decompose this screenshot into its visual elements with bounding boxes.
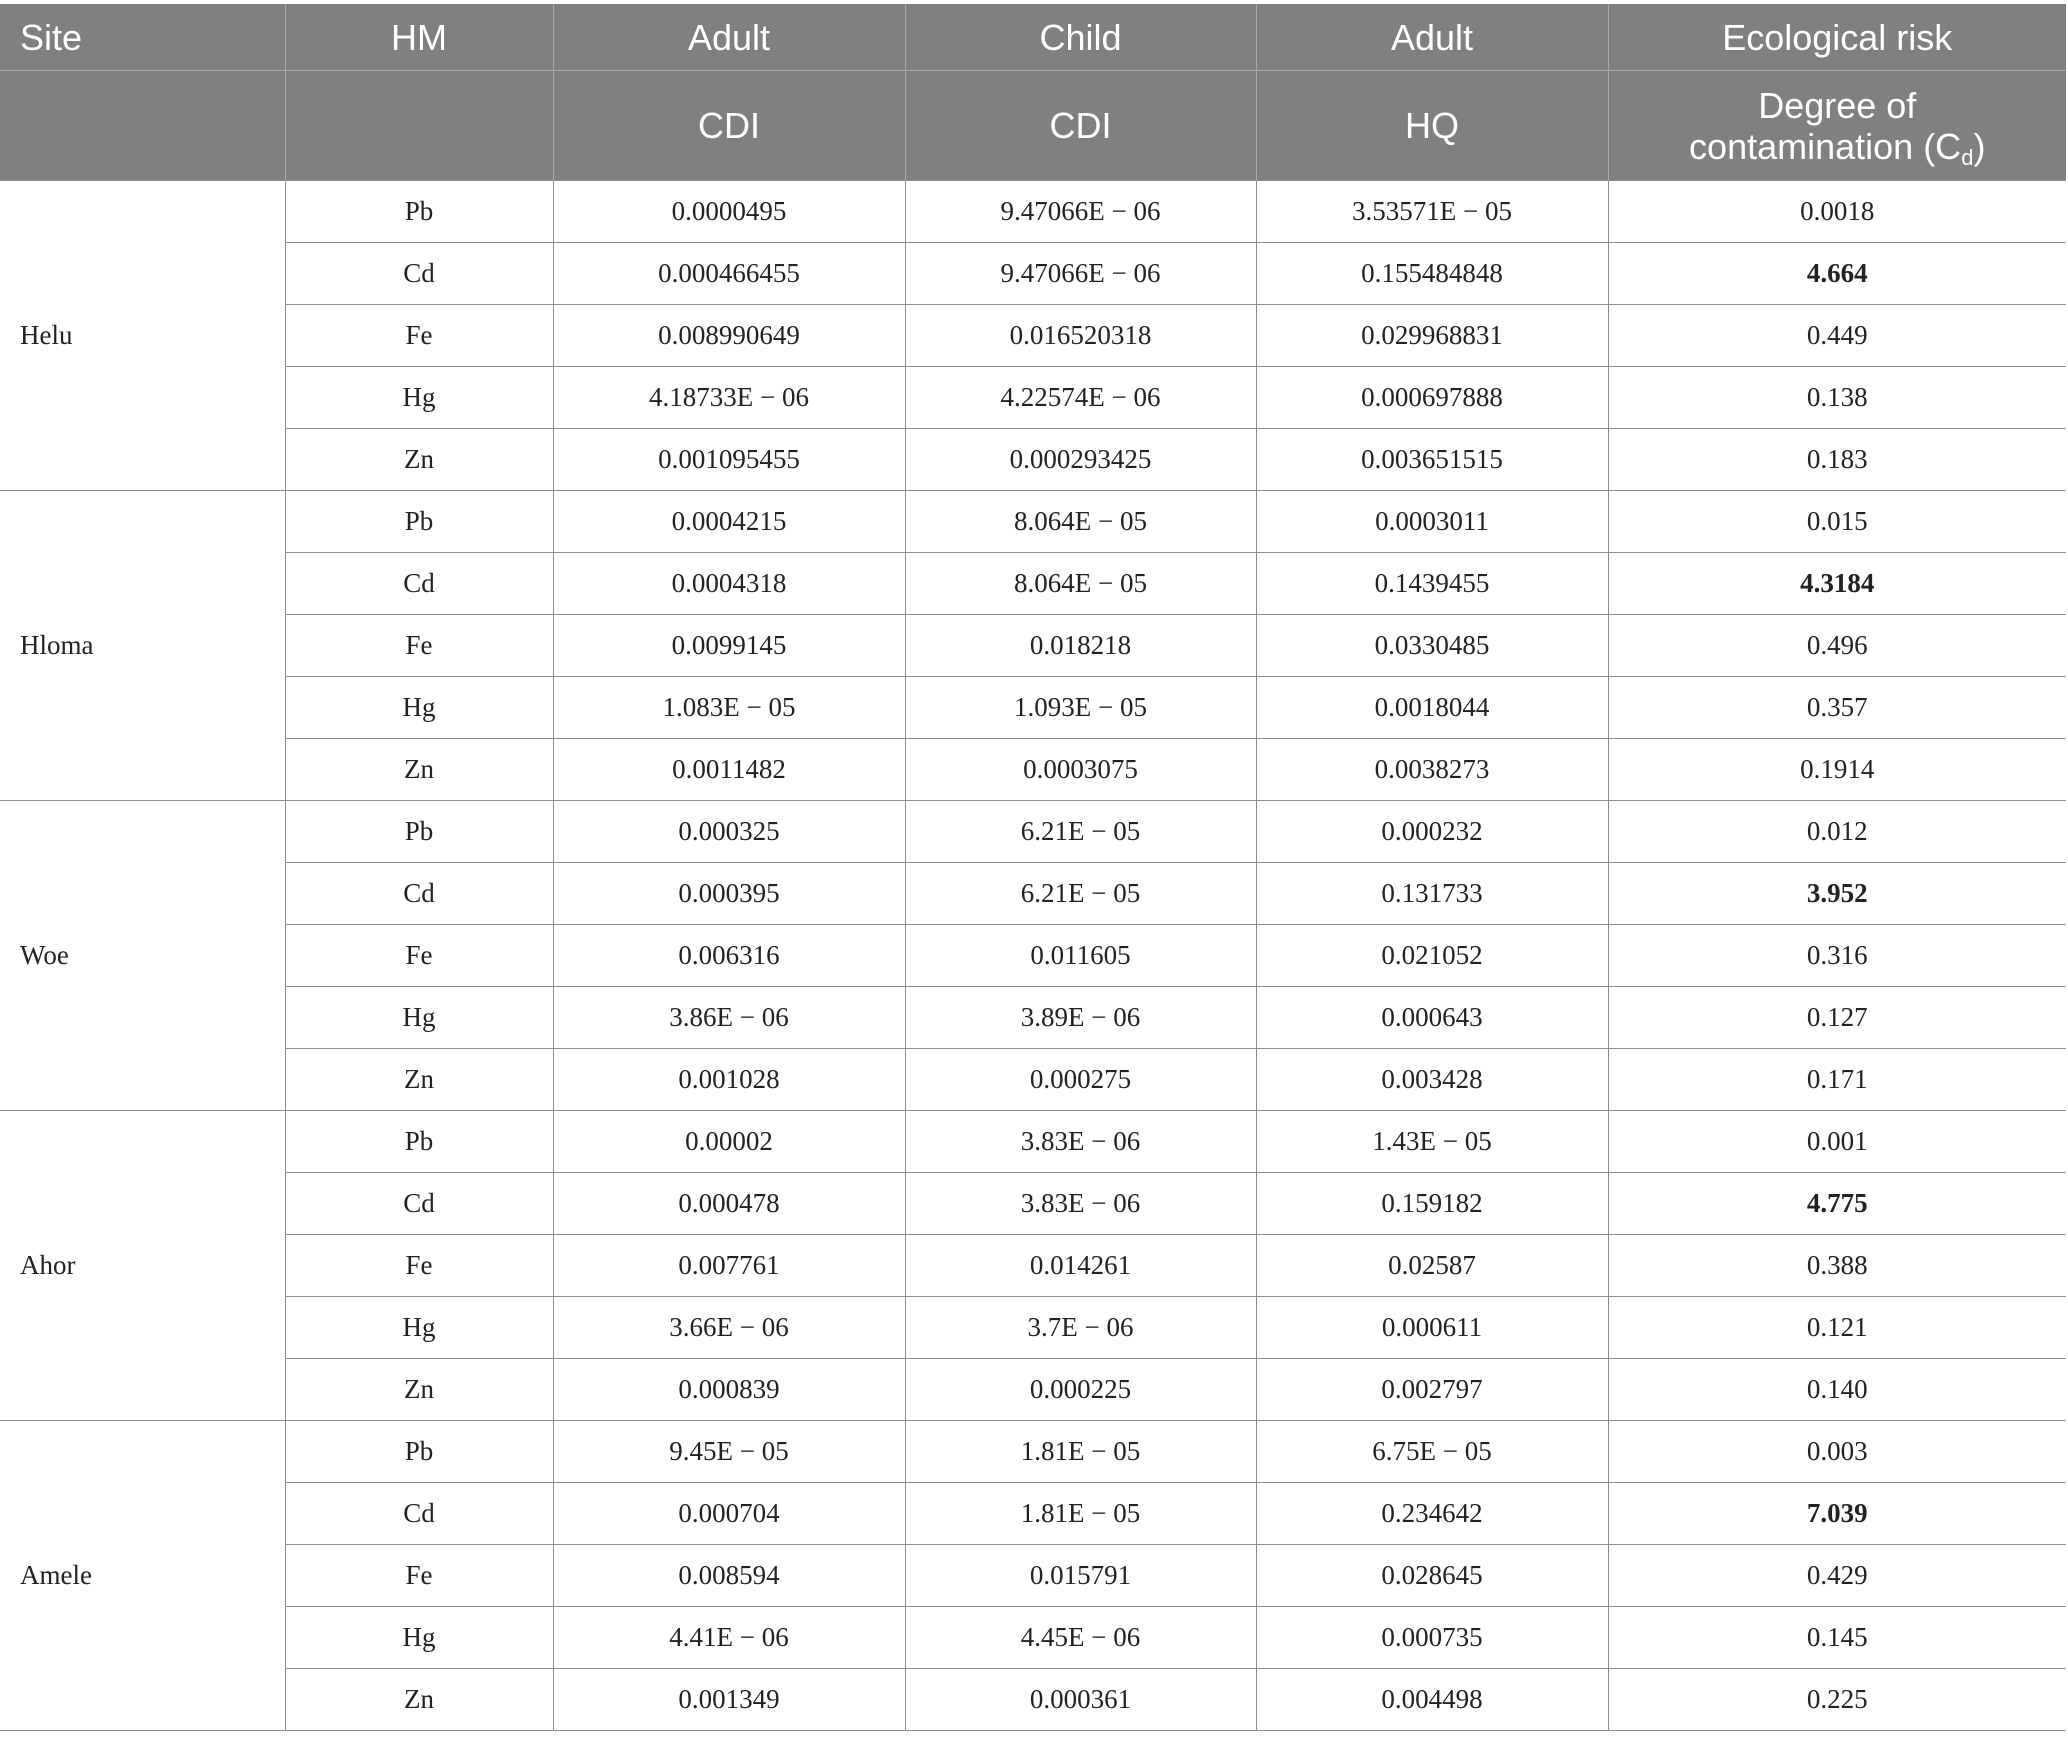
adult-hq-cell: 0.0038273 [1256,739,1608,801]
table-row [0,1235,2066,1297]
adult-hq-cell: 0.004498 [1256,1669,1608,1731]
adult-cdi-cell: 0.00002 [553,1111,905,1173]
adult-cdi-cell: 0.006316 [553,925,905,987]
hm-cell: Fe [285,615,553,677]
header-cdi-child: CDI [905,71,1256,181]
contamination-degree-cell: 0.127 [1608,987,2066,1049]
contamination-degree-cell: 0.429 [1608,1545,2066,1607]
child-cdi-cell: 3.83E − 06 [905,1173,1256,1235]
header-blank-1 [0,71,285,181]
header-hm: HM [285,4,553,71]
child-cdi-cell: 4.45E − 06 [905,1607,1256,1669]
adult-hq-cell: 6.75E − 05 [1256,1421,1608,1483]
contamination-degree-cell: 0.012 [1608,801,2066,863]
adult-hq-cell: 0.000643 [1256,987,1608,1049]
child-cdi-cell: 3.89E − 06 [905,987,1256,1049]
contamination-degree-cell: 0.357 [1608,677,2066,739]
hm-cell: Zn [285,1049,553,1111]
table-row [0,987,2066,1049]
hm-cell: Cd [285,553,553,615]
child-cdi-cell: 3.83E − 06 [905,1111,1256,1173]
table-row [0,1297,2066,1359]
header-ecological-risk: Ecological risk [1608,4,2066,71]
child-cdi-cell: 9.47066E − 06 [905,181,1256,243]
table-row [0,1607,2066,1669]
site-name-cell: Helu [0,181,285,491]
hm-cell: Fe [285,1545,553,1607]
hm-cell: Fe [285,1235,553,1297]
table-row [0,615,2066,677]
header-hq: HQ [1256,71,1608,181]
contamination-degree-cell: 0.145 [1608,1607,2066,1669]
table-row [0,925,2066,987]
adult-hq-cell: 1.43E − 05 [1256,1111,1608,1173]
header-cd-close: ) [1973,125,1986,167]
adult-hq-cell: 0.0003011 [1256,491,1608,553]
contamination-degree-cell: 4.664 [1608,243,2066,305]
adult-cdi-cell: 9.45E − 05 [553,1421,905,1483]
hm-cell: Zn [285,429,553,491]
adult-cdi-cell: 0.000395 [553,863,905,925]
contamination-degree-cell: 7.039 [1608,1483,2066,1545]
header-row-1 [0,4,2066,71]
adult-cdi-cell: 4.41E − 06 [553,1607,905,1669]
table-row [0,801,2066,863]
hm-cell: Hg [285,1297,553,1359]
header-cd-line1: Degree of [1758,84,1917,126]
adult-cdi-cell: 3.66E − 06 [553,1297,905,1359]
contamination-degree-cell: 0.001 [1608,1111,2066,1173]
adult-hq-cell: 0.131733 [1256,863,1608,925]
hm-cell: Cd [285,863,553,925]
child-cdi-cell: 0.014261 [905,1235,1256,1297]
adult-cdi-cell: 0.001028 [553,1049,905,1111]
header-child: Child [905,4,1256,71]
hm-cell: Pb [285,1111,553,1173]
adult-cdi-cell: 0.001349 [553,1669,905,1731]
header-cd-line2: contamination (C [1689,125,1962,167]
hm-cell: Cd [285,1173,553,1235]
adult-hq-cell: 0.003651515 [1256,429,1608,491]
table-row [0,739,2066,801]
adult-hq-cell: 0.002797 [1256,1359,1608,1421]
header-adult-2: Adult [1256,4,1608,71]
adult-hq-cell: 0.02587 [1256,1235,1608,1297]
child-cdi-cell: 1.093E − 05 [905,677,1256,739]
table-row [0,1111,2066,1173]
header-site: Site [0,4,285,71]
child-cdi-cell: 0.000275 [905,1049,1256,1111]
adult-cdi-cell: 0.000325 [553,801,905,863]
contamination-degree-cell: 0.015 [1608,491,2066,553]
site-name-cell: Ahor [0,1111,285,1421]
contamination-degree-cell: 0.496 [1608,615,2066,677]
header-degree-of-contamination [1608,71,2066,181]
child-cdi-cell: 0.018218 [905,615,1256,677]
table-row [0,1049,2066,1111]
adult-hq-cell: 0.000232 [1256,801,1608,863]
adult-cdi-cell: 0.0004318 [553,553,905,615]
adult-hq-cell: 0.021052 [1256,925,1608,987]
table-row [0,553,2066,615]
child-cdi-cell: 0.016520318 [905,305,1256,367]
header-blank-2 [285,71,553,181]
adult-cdi-cell: 0.0004215 [553,491,905,553]
table-row [0,243,2066,305]
table-row [0,1173,2066,1235]
adult-cdi-cell: 0.000704 [553,1483,905,1545]
header-cd-subscript: d [1961,144,1974,170]
adult-cdi-cell: 1.083E − 05 [553,677,905,739]
hm-cell: Hg [285,1607,553,1669]
child-cdi-cell: 0.000361 [905,1669,1256,1731]
table-body [0,181,2066,1731]
adult-cdi-cell: 3.86E − 06 [553,987,905,1049]
table-header [0,4,2066,181]
child-cdi-cell: 0.0003075 [905,739,1256,801]
contamination-degree-cell: 0.138 [1608,367,2066,429]
adult-cdi-cell: 0.000839 [553,1359,905,1421]
adult-cdi-cell: 0.001095455 [553,429,905,491]
adult-hq-cell: 3.53571E − 05 [1256,181,1608,243]
contamination-degree-cell: 4.775 [1608,1173,2066,1235]
table-row [0,181,2066,243]
adult-cdi-cell: 0.000466455 [553,243,905,305]
table-row [0,1483,2066,1545]
risk-assessment-table [0,4,2066,1731]
adult-cdi-cell: 0.0011482 [553,739,905,801]
table-row [0,305,2066,367]
child-cdi-cell: 0.011605 [905,925,1256,987]
contamination-degree-cell: 0.388 [1608,1235,2066,1297]
adult-hq-cell: 0.234642 [1256,1483,1608,1545]
child-cdi-cell: 0.000225 [905,1359,1256,1421]
hm-cell: Cd [285,1483,553,1545]
child-cdi-cell: 9.47066E − 06 [905,243,1256,305]
hm-cell: Zn [285,1669,553,1731]
adult-cdi-cell: 0.000478 [553,1173,905,1235]
hm-cell: Fe [285,925,553,987]
hm-cell: Hg [285,677,553,739]
contamination-degree-cell: 0.316 [1608,925,2066,987]
adult-hq-cell: 0.0330485 [1256,615,1608,677]
adult-hq-cell: 0.159182 [1256,1173,1608,1235]
adult-hq-cell: 0.000735 [1256,1607,1608,1669]
child-cdi-cell: 6.21E − 05 [905,801,1256,863]
table-row [0,1421,2066,1483]
child-cdi-cell: 1.81E − 05 [905,1483,1256,1545]
adult-hq-cell: 0.000611 [1256,1297,1608,1359]
header-adult-1: Adult [553,4,905,71]
child-cdi-cell: 8.064E − 05 [905,553,1256,615]
table-row [0,429,2066,491]
contamination-degree-cell: 0.183 [1608,429,2066,491]
table-row [0,491,2066,553]
adult-cdi-cell: 0.007761 [553,1235,905,1297]
table-row [0,367,2066,429]
child-cdi-cell: 1.81E − 05 [905,1421,1256,1483]
site-name-cell: Amele [0,1421,285,1731]
contamination-degree-cell: 0.003 [1608,1421,2066,1483]
hm-cell: Zn [285,1359,553,1421]
adult-hq-cell: 0.1439455 [1256,553,1608,615]
site-name-cell: Hloma [0,491,285,801]
hm-cell: Fe [285,305,553,367]
adult-hq-cell: 0.000697888 [1256,367,1608,429]
adult-cdi-cell: 0.0000495 [553,181,905,243]
child-cdi-cell: 4.22574E − 06 [905,367,1256,429]
hm-cell: Pb [285,801,553,863]
contamination-degree-cell: 3.952 [1608,863,2066,925]
child-cdi-cell: 3.7E − 06 [905,1297,1256,1359]
child-cdi-cell: 0.000293425 [905,429,1256,491]
header-cdi-adult: CDI [553,71,905,181]
site-name-cell: Woe [0,801,285,1111]
adult-hq-cell: 0.0018044 [1256,677,1608,739]
adult-cdi-cell: 4.18733E − 06 [553,367,905,429]
table-row [0,863,2066,925]
contamination-degree-cell: 0.171 [1608,1049,2066,1111]
adult-cdi-cell: 0.008594 [553,1545,905,1607]
child-cdi-cell: 0.015791 [905,1545,1256,1607]
table-row [0,1669,2066,1731]
hm-cell: Hg [285,987,553,1049]
child-cdi-cell: 6.21E − 05 [905,863,1256,925]
table-row [0,1545,2066,1607]
hm-cell: Pb [285,491,553,553]
hm-cell: Hg [285,367,553,429]
contamination-degree-cell: 0.121 [1608,1297,2066,1359]
hm-cell: Pb [285,1421,553,1483]
contamination-degree-cell: 0.449 [1608,305,2066,367]
contamination-degree-cell: 0.225 [1608,1669,2066,1731]
hm-cell: Pb [285,181,553,243]
adult-hq-cell: 0.029968831 [1256,305,1608,367]
adult-hq-cell: 0.003428 [1256,1049,1608,1111]
contamination-degree-cell: 0.0018 [1608,181,2066,243]
table-row [0,677,2066,739]
contamination-degree-cell: 0.1914 [1608,739,2066,801]
contamination-degree-cell: 0.140 [1608,1359,2066,1421]
contamination-degree-cell: 4.3184 [1608,553,2066,615]
adult-hq-cell: 0.028645 [1256,1545,1608,1607]
table-row [0,1359,2066,1421]
hm-cell: Cd [285,243,553,305]
adult-cdi-cell: 0.008990649 [553,305,905,367]
adult-cdi-cell: 0.0099145 [553,615,905,677]
child-cdi-cell: 8.064E − 05 [905,491,1256,553]
header-row-2 [0,71,2066,181]
hm-cell: Zn [285,739,553,801]
adult-hq-cell: 0.155484848 [1256,243,1608,305]
